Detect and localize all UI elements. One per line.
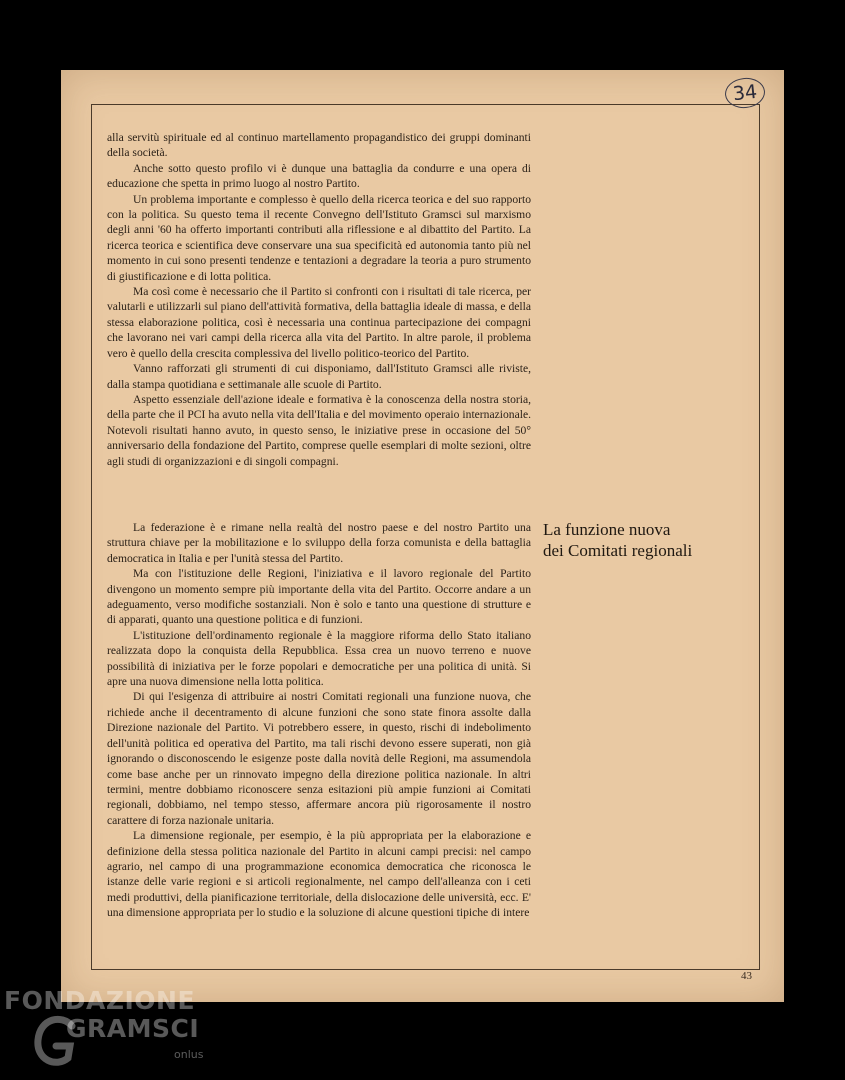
top-text-column	[107, 130, 531, 469]
section-heading	[543, 519, 743, 561]
paragraph: La dimensione regionale, per esempio, è la più appropriata per la elaborazione e definizione della stessa politica nazionale del Partito in alcuni campi precisi: nel campo agrario, nel campo di una programmazione economica democratica che riconosca le istanze delle varie regioni e si articoli regionalmente, nel campo dell'alleanza con i ceti medi produttivi, della pianificazione territoriale, della dislocazione delle università, ecc. E' una dimensione appropriata per lo studio e la soluzione di alcune questioni tipiche di intere	[107, 829, 531, 920]
paragraph: Di qui l'esigenza di attribuire ai nostri Comitati regionali una funzione nuova, che richiede anche il decentramento di alcune funzioni che sono state finora assolte dalla Direzione nazionale del Partito. Vi potrebbero essere, in questo, rischi di indebolimento dell'unità politica ed operativa del Partito, ma tali rischi devono essere superati, non già ignorando o disconoscendo le esigenze poste dalla novità delle Regioni, ma assumendola come base anche per un rinnovato impegno della direzione politica nazionale. In altri termini, mentre dobbiamo riconoscere senza esitazioni più ampie funzioni ai Comitati regionali, dobbiamo, nel tempo stesso, affermare ancora più rigorosamente il nostro carattere di forza nazionale unitaria.	[107, 690, 531, 827]
watermark-line: onlus	[174, 1048, 204, 1061]
section-heading-line: dei Comitati regionali	[543, 541, 693, 560]
paragraph: alla servitù spirituale ed al continuo martellamento propagandistico dei gruppi dominanti della società.	[107, 131, 531, 160]
fondazione-gramsci-watermark	[4, 986, 214, 1076]
paragraph: L'istituzione dell'ordinamento regionale è la maggiore riforma dello Stato italiano realizzata dopo la conquista della Repubblica. Essa crea un nuovo terreno e nuove possibilità di iniziativa per le forze popolari e democratiche per una politica di unità. Si apre una nuova dimensione nella lotta politica.	[107, 628, 531, 689]
paragraph: Vanno rafforzati gli strumenti di cui disponiamo, dall'Istituto Gramsci alle riviste, dalla stampa quotidiana e settimanale alle scuole di Partito.	[107, 362, 531, 391]
paragraph: Ma con l'istituzione delle Regioni, l'iniziativa e il lavoro regionale del Partito divengono un momento sempre più importante della vita del Partito. Occorre andare a un adeguamento, verso modifiche sostanziali. Non è solo e tanto una questione di strutture e di apparati, quanto una questione politica e di funzioni.	[107, 567, 531, 627]
page-number: 43	[741, 970, 752, 982]
handwritten-page-annotation: 34	[724, 76, 767, 110]
paragraph: La federazione è e rimane nella realtà del nostro paese e del nostro Partito una struttura chiave per la mobilitazione e lo sviluppo della forza comunista e della battaglia democratica in Italia e per l'unità stessa del Partito.	[107, 521, 531, 565]
paragraph: Un problema importante e complesso è quello della ricerca teorica e del suo rapporto con la politica. Su questo tema il recente Convegno dell'Istituto Gramsci sul marxismo degli anni '60 ha offerto importanti contributi alla riflessione e al dibattito del Partito. La ricerca teorica e scientifica deve conservare una sua specificità ed autonomia tanto più nel momento in cui sono presenti tendenze e tentazioni a degradare la teoria a puro strumento di giustificazione e di lotta politica.	[107, 192, 531, 283]
section-heading-line: La funzione nuova	[543, 520, 671, 539]
paragraph: Ma così come è necessario che il Partito si confronti con i risultati di tale ricerca, per valutarli e utilizzarli sul piano dell'attività formativa, della battaglia ideale di massa, e della stessa elaborazione politica, così è necessaria una continua partecipazione dei compagni che lavorano nei vari campi della ricerca alla vita del Partito. In altre parole, il problema vero è quello della crescita complessiva del livello politico-teorico del Partito.	[107, 285, 531, 360]
document-page	[61, 70, 784, 1002]
watermark-line: FONDAZIONE	[4, 986, 196, 1015]
paragraph: Aspetto essenziale dell'azione ideale e formativa è la conoscenza della nostra storia, della parte che il PCI ha avuto nella vita dell'Italia e del movimento operaio internazionale. Notevoli risultati hanno avuto, in questo senso, le iniziative prese in occasione del 50° anniversario della fondazione del Partito, comprese quelle esemplari di molte sezioni, oltre agli studi di organizzazioni e di singoli compagni.	[107, 392, 531, 468]
bottom-text-column	[107, 520, 531, 921]
paragraph: Anche sotto questo profilo vi è dunque una battaglia da condurre e una opera di educazione che spetta in primo luogo al nostro Partito.	[107, 161, 531, 191]
watermark-line: GRAMSCI	[66, 1014, 200, 1043]
